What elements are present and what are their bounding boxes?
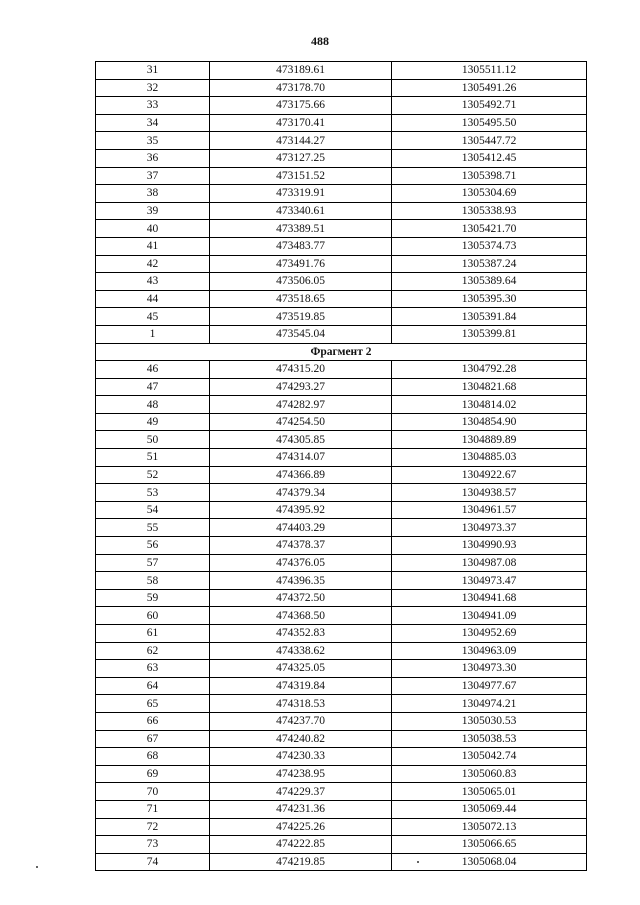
x-coordinate-cell: 473151.52 bbox=[210, 167, 392, 185]
point-number-cell: 34 bbox=[96, 114, 210, 132]
table-row bbox=[96, 449, 587, 467]
y-coordinate-cell: 1304941.09 bbox=[392, 607, 587, 625]
table-row bbox=[96, 149, 587, 167]
point-number-cell: 41 bbox=[96, 237, 210, 255]
y-coordinate-cell: 1304952.69 bbox=[392, 625, 587, 643]
y-coordinate-cell: 1304792.28 bbox=[392, 361, 587, 379]
x-coordinate-cell: 474396.35 bbox=[210, 572, 392, 590]
table-row bbox=[96, 361, 587, 379]
y-coordinate-cell: 1305038.53 bbox=[392, 730, 587, 748]
table-row bbox=[96, 431, 587, 449]
x-coordinate-cell: 474314.07 bbox=[210, 449, 392, 467]
y-coordinate-cell: 1305447.72 bbox=[392, 132, 587, 150]
scan-speck bbox=[417, 861, 419, 863]
y-coordinate-cell: 1305412.45 bbox=[392, 149, 587, 167]
table-row bbox=[96, 484, 587, 502]
table-row bbox=[96, 712, 587, 730]
table-row bbox=[96, 660, 587, 678]
y-coordinate-cell: 1304889.89 bbox=[392, 431, 587, 449]
point-number-cell: 33 bbox=[96, 97, 210, 115]
point-number-cell: 67 bbox=[96, 730, 210, 748]
point-number-cell: 49 bbox=[96, 413, 210, 431]
y-coordinate-cell: 1305068.04 bbox=[392, 853, 587, 871]
x-coordinate-cell: 474240.82 bbox=[210, 730, 392, 748]
point-number-cell: 56 bbox=[96, 537, 210, 555]
x-coordinate-cell: 473506.05 bbox=[210, 273, 392, 291]
y-coordinate-cell: 1304987.08 bbox=[392, 554, 587, 572]
point-number-cell: 59 bbox=[96, 589, 210, 607]
x-coordinate-cell: 474229.37 bbox=[210, 783, 392, 801]
page-number: 488 bbox=[311, 34, 329, 48]
table-row bbox=[96, 519, 587, 537]
point-number-cell: 38 bbox=[96, 185, 210, 203]
y-coordinate-cell: 1304963.09 bbox=[392, 642, 587, 660]
point-number-cell: 44 bbox=[96, 290, 210, 308]
point-number-cell: 61 bbox=[96, 625, 210, 643]
y-coordinate-cell: 1304821.68 bbox=[392, 378, 587, 396]
point-number-cell: 1 bbox=[96, 325, 210, 343]
table-row bbox=[96, 836, 587, 854]
table-row bbox=[96, 132, 587, 150]
point-number-cell: 62 bbox=[96, 642, 210, 660]
y-coordinate-cell: 1304961.57 bbox=[392, 501, 587, 519]
point-number-cell: 42 bbox=[96, 255, 210, 273]
table-row bbox=[96, 695, 587, 713]
point-number-cell: 46 bbox=[96, 361, 210, 379]
x-coordinate-cell: 474225.26 bbox=[210, 818, 392, 836]
x-coordinate-cell: 474238.95 bbox=[210, 765, 392, 783]
table-row bbox=[96, 237, 587, 255]
x-coordinate-cell: 473340.61 bbox=[210, 202, 392, 220]
x-coordinate-cell: 474318.53 bbox=[210, 695, 392, 713]
point-number-cell: 50 bbox=[96, 431, 210, 449]
y-coordinate-cell: 1305072.13 bbox=[392, 818, 587, 836]
y-coordinate-cell: 1305495.50 bbox=[392, 114, 587, 132]
table-row bbox=[96, 572, 587, 590]
point-number-cell: 66 bbox=[96, 712, 210, 730]
x-coordinate-cell: 474222.85 bbox=[210, 836, 392, 854]
y-coordinate-cell: 1304941.68 bbox=[392, 589, 587, 607]
table-row bbox=[96, 273, 587, 291]
x-coordinate-cell: 473483.77 bbox=[210, 237, 392, 255]
fragment-label: Фрагмент 2 bbox=[96, 343, 587, 361]
y-coordinate-cell: 1305042.74 bbox=[392, 748, 587, 766]
y-coordinate-cell: 1304973.30 bbox=[392, 660, 587, 678]
x-coordinate-cell: 474379.34 bbox=[210, 484, 392, 502]
x-coordinate-cell: 474395.92 bbox=[210, 501, 392, 519]
x-coordinate-cell: 474254.50 bbox=[210, 413, 392, 431]
point-number-cell: 64 bbox=[96, 677, 210, 695]
point-number-cell: 73 bbox=[96, 836, 210, 854]
x-coordinate-cell: 474315.20 bbox=[210, 361, 392, 379]
table-row bbox=[96, 290, 587, 308]
table-row bbox=[96, 554, 587, 572]
y-coordinate-cell: 1305374.73 bbox=[392, 237, 587, 255]
point-number-cell: 54 bbox=[96, 501, 210, 519]
x-coordinate-cell: 474319.84 bbox=[210, 677, 392, 695]
x-coordinate-cell: 473545.04 bbox=[210, 325, 392, 343]
table-row bbox=[96, 818, 587, 836]
point-number-cell: 60 bbox=[96, 607, 210, 625]
y-coordinate-cell: 1305030.53 bbox=[392, 712, 587, 730]
y-coordinate-cell: 1305492.71 bbox=[392, 97, 587, 115]
y-coordinate-cell: 1305491.26 bbox=[392, 79, 587, 97]
point-number-cell: 39 bbox=[96, 202, 210, 220]
fragment-header-row bbox=[96, 343, 587, 361]
y-coordinate-cell: 1305387.24 bbox=[392, 255, 587, 273]
table-row bbox=[96, 255, 587, 273]
x-coordinate-cell: 473491.76 bbox=[210, 255, 392, 273]
table-row bbox=[96, 220, 587, 238]
table-row bbox=[96, 853, 587, 871]
y-coordinate-cell: 1305389.64 bbox=[392, 273, 587, 291]
x-coordinate-cell: 474282.97 bbox=[210, 396, 392, 414]
y-coordinate-cell: 1305421.70 bbox=[392, 220, 587, 238]
y-coordinate-cell: 1304974.21 bbox=[392, 695, 587, 713]
table-row bbox=[96, 79, 587, 97]
x-coordinate-cell: 474338.62 bbox=[210, 642, 392, 660]
point-number-cell: 74 bbox=[96, 853, 210, 871]
table-row bbox=[96, 501, 587, 519]
y-coordinate-cell: 1305065.01 bbox=[392, 783, 587, 801]
y-coordinate-cell: 1305398.71 bbox=[392, 167, 587, 185]
x-coordinate-cell: 474376.05 bbox=[210, 554, 392, 572]
y-coordinate-cell: 1304990.93 bbox=[392, 537, 587, 555]
table-row bbox=[96, 413, 587, 431]
table-row bbox=[96, 62, 587, 80]
table-row bbox=[96, 765, 587, 783]
point-number-cell: 48 bbox=[96, 396, 210, 414]
point-number-cell: 47 bbox=[96, 378, 210, 396]
table-row bbox=[96, 466, 587, 484]
y-coordinate-cell: 1305069.44 bbox=[392, 800, 587, 818]
table-row bbox=[96, 783, 587, 801]
x-coordinate-cell: 474368.50 bbox=[210, 607, 392, 625]
x-coordinate-cell: 474372.50 bbox=[210, 589, 392, 607]
y-coordinate-cell: 1305399.81 bbox=[392, 325, 587, 343]
table-row bbox=[96, 308, 587, 326]
y-coordinate-cell: 1305395.30 bbox=[392, 290, 587, 308]
table-row bbox=[96, 625, 587, 643]
y-coordinate-cell: 1305338.93 bbox=[392, 202, 587, 220]
x-coordinate-cell: 474366.89 bbox=[210, 466, 392, 484]
point-number-cell: 63 bbox=[96, 660, 210, 678]
point-number-cell: 43 bbox=[96, 273, 210, 291]
y-coordinate-cell: 1304938.57 bbox=[392, 484, 587, 502]
point-number-cell: 40 bbox=[96, 220, 210, 238]
table-row bbox=[96, 748, 587, 766]
point-number-cell: 45 bbox=[96, 308, 210, 326]
point-number-cell: 72 bbox=[96, 818, 210, 836]
point-number-cell: 52 bbox=[96, 466, 210, 484]
x-coordinate-cell: 473518.65 bbox=[210, 290, 392, 308]
x-coordinate-cell: 473389.51 bbox=[210, 220, 392, 238]
point-number-cell: 70 bbox=[96, 783, 210, 801]
table-row bbox=[96, 202, 587, 220]
y-coordinate-cell: 1304885.03 bbox=[392, 449, 587, 467]
x-coordinate-cell: 474378.37 bbox=[210, 537, 392, 555]
x-coordinate-cell: 473319.91 bbox=[210, 185, 392, 203]
coordinates-table bbox=[95, 61, 587, 871]
point-number-cell: 57 bbox=[96, 554, 210, 572]
x-coordinate-cell: 473189.61 bbox=[210, 62, 392, 80]
x-coordinate-cell: 473178.70 bbox=[210, 79, 392, 97]
table-row bbox=[96, 730, 587, 748]
y-coordinate-cell: 1305066.65 bbox=[392, 836, 587, 854]
table-row bbox=[96, 607, 587, 625]
y-coordinate-cell: 1305391.84 bbox=[392, 308, 587, 326]
point-number-cell: 37 bbox=[96, 167, 210, 185]
point-number-cell: 51 bbox=[96, 449, 210, 467]
x-coordinate-cell: 473144.27 bbox=[210, 132, 392, 150]
point-number-cell: 69 bbox=[96, 765, 210, 783]
point-number-cell: 36 bbox=[96, 149, 210, 167]
point-number-cell: 31 bbox=[96, 62, 210, 80]
x-coordinate-cell: 474325.05 bbox=[210, 660, 392, 678]
y-coordinate-cell: 1304973.37 bbox=[392, 519, 587, 537]
point-number-cell: 53 bbox=[96, 484, 210, 502]
x-coordinate-cell: 474403.29 bbox=[210, 519, 392, 537]
x-coordinate-cell: 474219.85 bbox=[210, 853, 392, 871]
table-row bbox=[96, 378, 587, 396]
point-number-cell: 55 bbox=[96, 519, 210, 537]
x-coordinate-cell: 473127.25 bbox=[210, 149, 392, 167]
table-row bbox=[96, 185, 587, 203]
point-number-cell: 32 bbox=[96, 79, 210, 97]
x-coordinate-cell: 474305.85 bbox=[210, 431, 392, 449]
x-coordinate-cell: 473170.41 bbox=[210, 114, 392, 132]
table-row bbox=[96, 642, 587, 660]
y-coordinate-cell: 1304854.90 bbox=[392, 413, 587, 431]
x-coordinate-cell: 474352.83 bbox=[210, 625, 392, 643]
x-coordinate-cell: 474230.33 bbox=[210, 748, 392, 766]
y-coordinate-cell: 1304814.02 bbox=[392, 396, 587, 414]
y-coordinate-cell: 1304922.67 bbox=[392, 466, 587, 484]
table-row bbox=[96, 396, 587, 414]
table-row bbox=[96, 800, 587, 818]
x-coordinate-cell: 474231.36 bbox=[210, 800, 392, 818]
table-row bbox=[96, 167, 587, 185]
point-number-cell: 71 bbox=[96, 800, 210, 818]
y-coordinate-cell: 1304977.67 bbox=[392, 677, 587, 695]
point-number-cell: 65 bbox=[96, 695, 210, 713]
table-row bbox=[96, 677, 587, 695]
y-coordinate-cell: 1305060.83 bbox=[392, 765, 587, 783]
x-coordinate-cell: 473175.66 bbox=[210, 97, 392, 115]
x-coordinate-cell: 474293.27 bbox=[210, 378, 392, 396]
table-row bbox=[96, 114, 587, 132]
x-coordinate-cell: 473519.85 bbox=[210, 308, 392, 326]
y-coordinate-cell: 1304973.47 bbox=[392, 572, 587, 590]
scan-speck bbox=[36, 866, 38, 868]
table-row bbox=[96, 589, 587, 607]
table-row bbox=[96, 537, 587, 555]
y-coordinate-cell: 1305304.69 bbox=[392, 185, 587, 203]
x-coordinate-cell: 474237.70 bbox=[210, 712, 392, 730]
point-number-cell: 68 bbox=[96, 748, 210, 766]
point-number-cell: 35 bbox=[96, 132, 210, 150]
y-coordinate-cell: 1305511.12 bbox=[392, 62, 587, 80]
table-row bbox=[96, 97, 587, 115]
point-number-cell: 58 bbox=[96, 572, 210, 590]
table-row bbox=[96, 325, 587, 343]
